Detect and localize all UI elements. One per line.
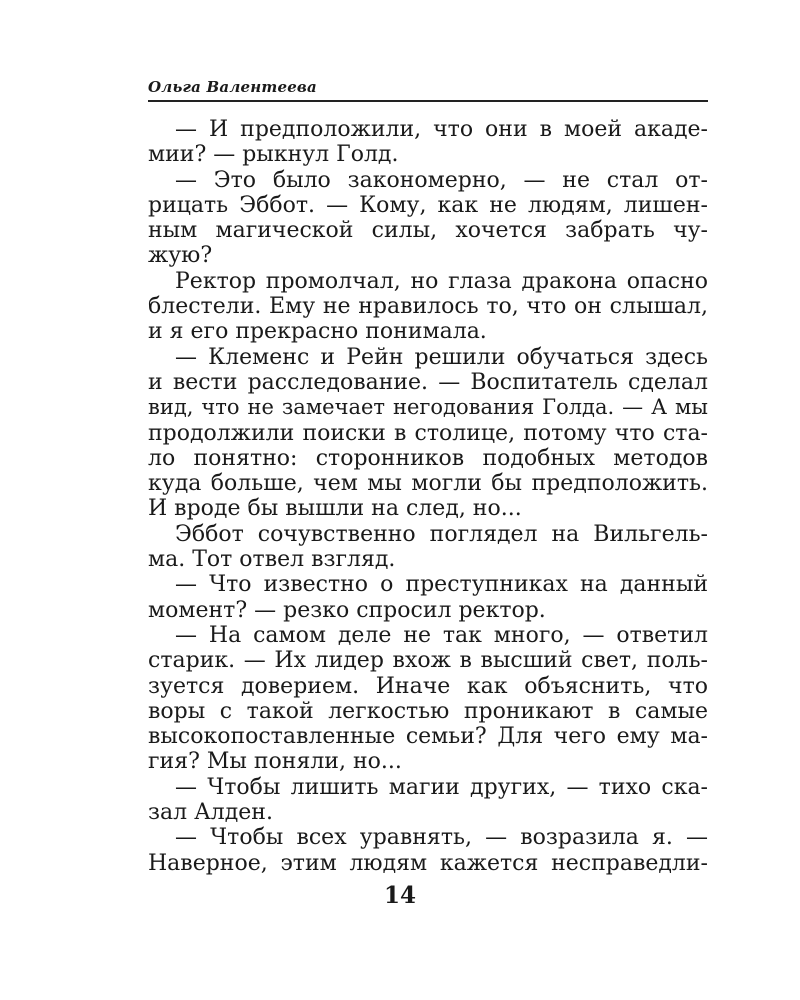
page-body-text [148, 117, 708, 876]
text-line: — Это было закономерно, — не стал от- [175, 167, 708, 193]
text-line: гия? Мы поняли, но... [148, 749, 402, 775]
text-line: И вроде бы вышли на след, но... [148, 496, 522, 522]
text-line: старик. — Их лидер вхож в высший свет, поль- [148, 648, 708, 674]
text-line: жую? [148, 243, 213, 269]
text-line: ма. Тот отвел взгляд. [148, 547, 396, 573]
text-line: блестели. Ему не нравилось то, что он слышал, [148, 294, 708, 320]
text-line: зал Алден. [148, 800, 273, 826]
text-line: ным магической силы, хочется забрать чу- [148, 218, 708, 244]
text-line: — Чтобы всех уравнять, — возразила я. — [175, 825, 708, 851]
author-name: Ольга Валентеева [148, 78, 317, 96]
text-line: ло понятно: сторонников подобных методов [148, 445, 708, 471]
text-line: Эббот сочувственно поглядел на Вильгель- [175, 521, 708, 547]
text-line: мии? — рыкнул Голд. [148, 142, 399, 168]
text-line: и вести расследование. — Воспитатель сделал [148, 369, 708, 395]
text-line: Ректор промолчал, но глаза дракона опасно [175, 268, 708, 294]
text-line: момент? — резко спросил ректор. [148, 597, 546, 623]
text-line: высокопоставленные семьи? Для чего ему ма- [148, 724, 708, 750]
text-line: рицать Эббот. — Кому, как не людям, лишен- [148, 192, 708, 218]
text-line: Наверное, этим людям кажется несправедли- [148, 850, 708, 876]
text-line: — На самом деле не так много, — ответил [175, 622, 708, 648]
page-number: 14 [383, 882, 416, 909]
text-line: куда больше, чем мы могли бы предположить. [148, 471, 708, 497]
text-line: продолжили поиски в столице, потому что ста- [148, 420, 708, 446]
running-header [148, 78, 708, 102]
text-line: — И предположили, что они в моей акаде- [175, 117, 708, 142]
text-line: — Клеменс и Рейн решили обучаться здесь [175, 344, 708, 370]
text-line: воры с такой легкостью проникают в самые [148, 698, 708, 724]
text-line: зуется доверием. Иначе как объяснить, что [148, 673, 708, 699]
text-line: вид, что не замечает негодования Голда. — А мы [148, 395, 708, 420]
text-line: и я его прекрасно понимала. [148, 319, 487, 345]
text-line: — Чтобы лишить магии других, — тихо ска- [175, 774, 708, 800]
text-line: — Что известно о преступниках на данный [175, 572, 708, 598]
